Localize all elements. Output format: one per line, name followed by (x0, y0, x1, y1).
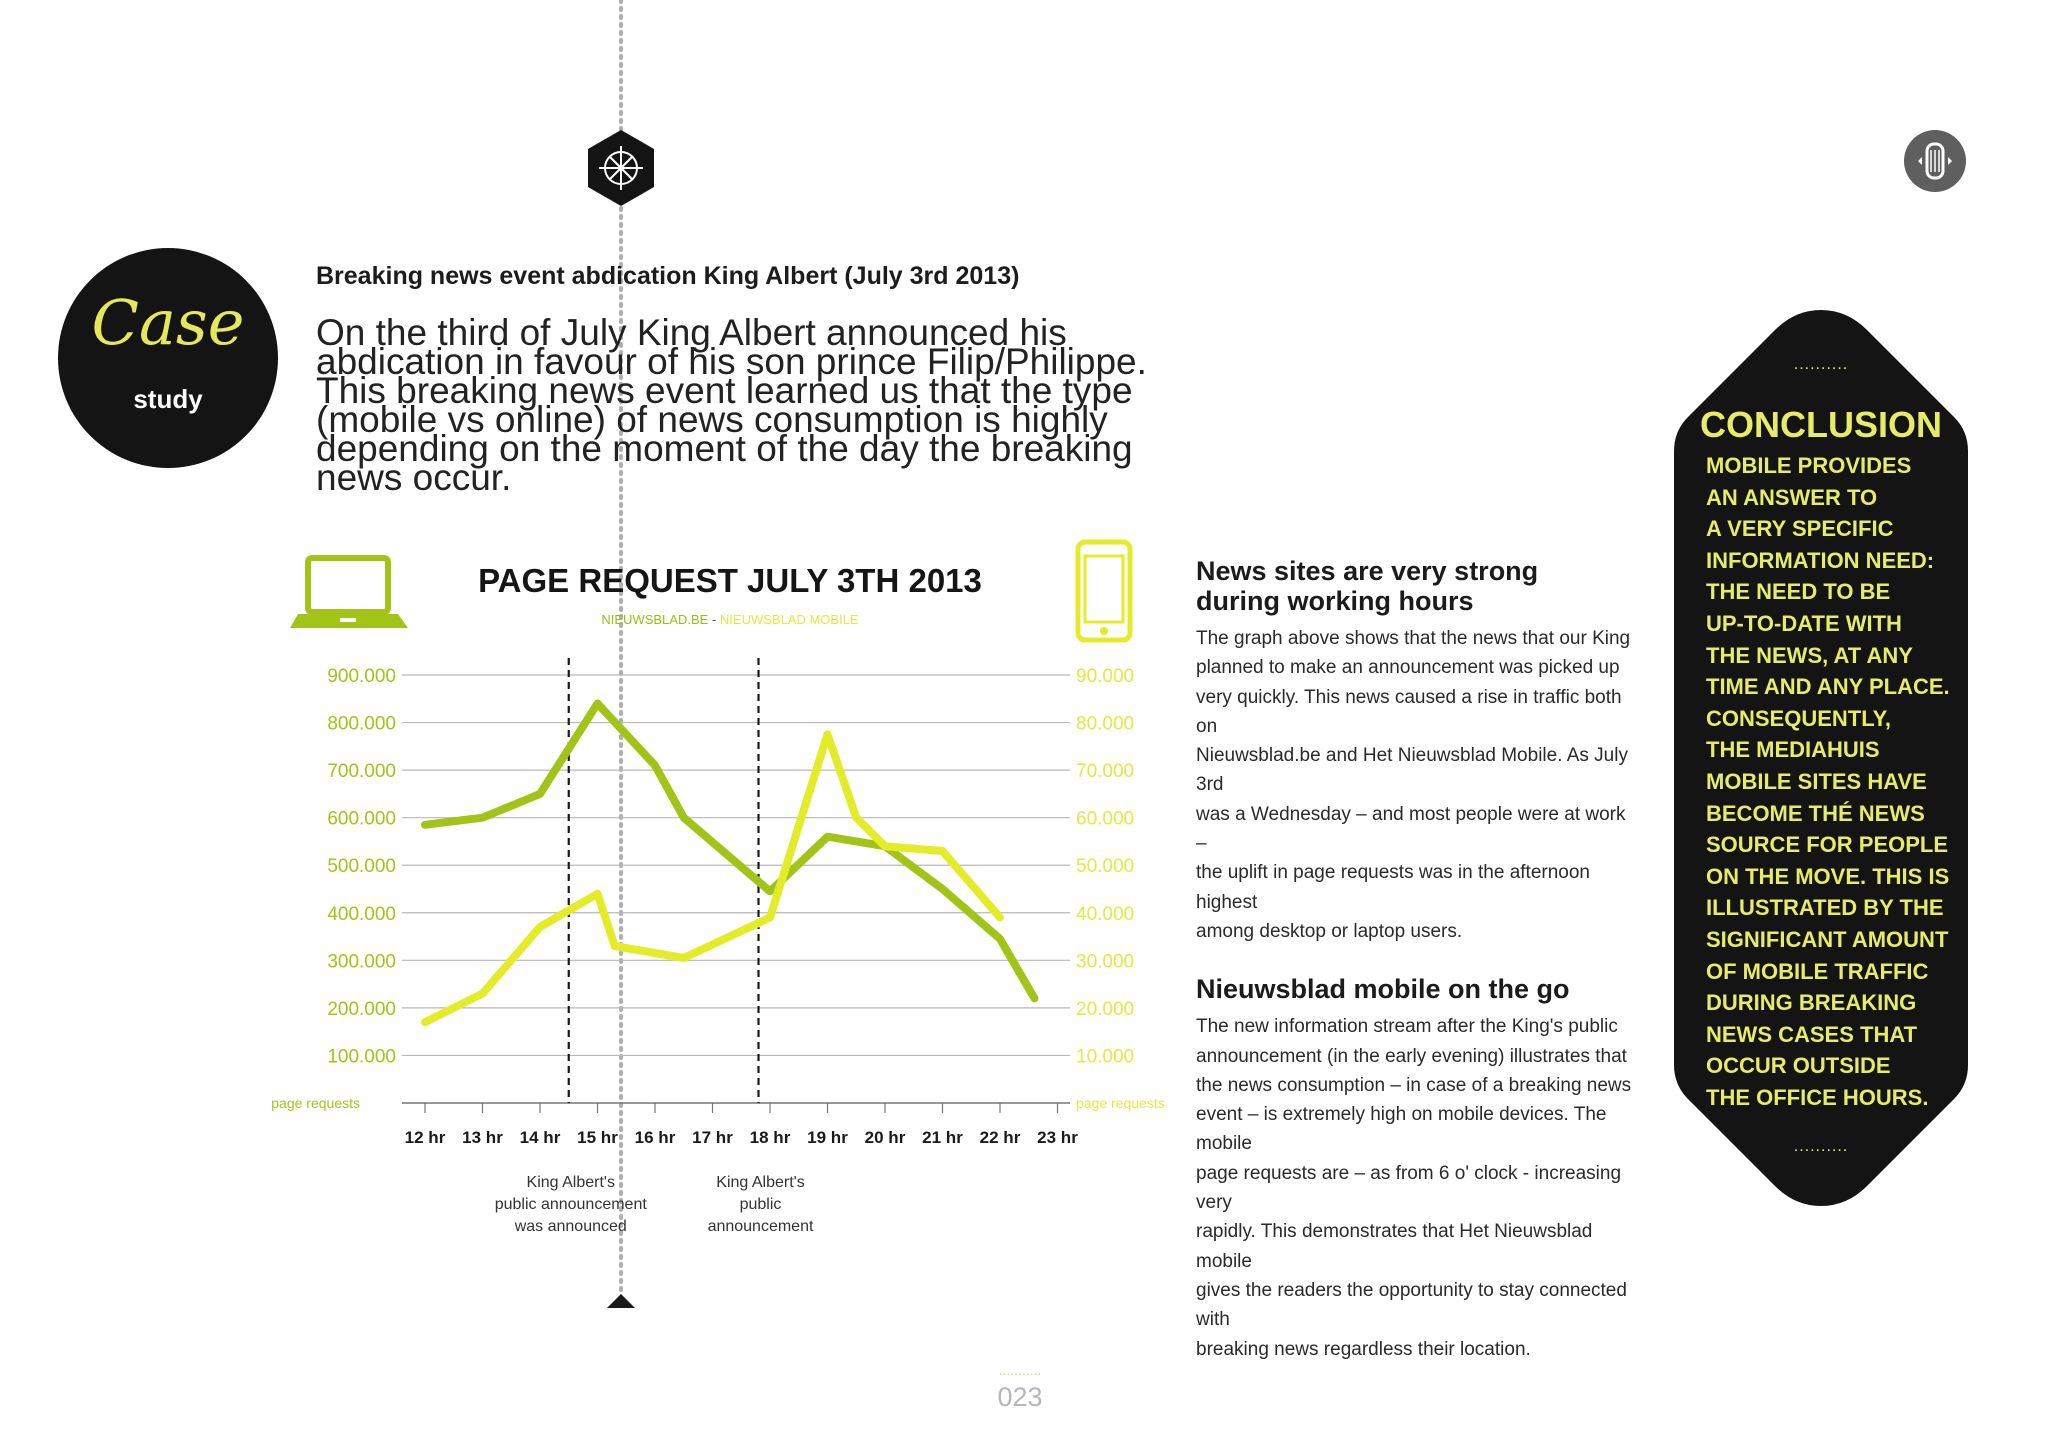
text-line: very quickly. This news caused a rise in traffic both on (1196, 686, 1622, 737)
conclusion-line: INFORMATION NEED: (1706, 547, 1935, 573)
text-line: The graph above shows that the news that our King (1196, 628, 1631, 649)
y-right-tick-label: 20.000 (1076, 998, 1135, 1020)
conclusion-line: THE MEDIAHUIS (1706, 737, 1880, 763)
legend-mobile: NIEUWSBLAD MOBILE (719, 612, 859, 627)
y-right-tick-label: 70.000 (1076, 761, 1135, 783)
x-tick-label: 20 hr (864, 1128, 906, 1147)
conclusion-line: UP-TO-DATE WITH (1706, 610, 1902, 636)
intro-paragraph: On the third of July King Albert announced his abdication in favour of his son prince Filip/Philippe. This breaking news event learned us that the type (mobile vs online) of news consumption is highly depending on the moment of the day the breaking news occur. (316, 312, 1147, 498)
legend-desktop: NIEUWSBLAD.BE (601, 612, 709, 627)
article-column (1196, 556, 1636, 1364)
x-tick-label: 16 hr (634, 1128, 676, 1147)
text-line: planned to make an announcement was picked up (1196, 657, 1620, 679)
y-left-tick-label: 400.000 (327, 903, 396, 925)
text-line: page requests are – as from 6 o' clock - increasing very (1196, 1162, 1622, 1214)
x-tick-label: 15 hr (577, 1128, 618, 1147)
y-right-tick-label: 90.000 (1076, 666, 1135, 687)
laptop-icon (290, 558, 408, 628)
y-right-tick-label: 80.000 (1076, 713, 1135, 735)
x-tick-label: 13 hr (462, 1128, 503, 1147)
y-right-tick-label: 50.000 (1076, 856, 1135, 878)
conclusion-line: OF MOBILE TRAFFIC (1706, 958, 1929, 984)
page-number-dots: ........... (998, 1362, 1042, 1378)
y-left-tick-label: 800.000 (327, 713, 396, 735)
chart-svg (271, 530, 1170, 1250)
x-tick-label: 14 hr (519, 1128, 561, 1147)
annotation-text: announcement (707, 1218, 814, 1235)
x-tick-label: 12 hr (404, 1128, 446, 1147)
text-line: announcement (in the early evening) illustrates that (1196, 1045, 1627, 1067)
y-right-tick-label: 60.000 (1076, 808, 1135, 830)
heading-line: Nieuwsblad mobile on the go (1196, 974, 1570, 1005)
conclusion-line: DURING BREAKING (1706, 990, 1917, 1016)
text-line: rapidly. This demonstrates that Het Nieuwsblad mobile (1196, 1221, 1593, 1272)
annotation-text: was announced (514, 1218, 627, 1235)
x-tick-label: 18 hr (749, 1128, 791, 1147)
conclusion-line: NEWS CASES THAT (1706, 1021, 1918, 1047)
heading-mobile-on-the-go (1196, 974, 1636, 1004)
smartphone-icon (1078, 542, 1130, 640)
y-left-tick-label: 700.000 (327, 761, 396, 783)
annotation-text: public (739, 1196, 782, 1213)
y-right-axis-label: page requests (1076, 1095, 1165, 1111)
speaker-icon (1904, 130, 1966, 192)
x-tick-label: 22 hr (979, 1128, 1021, 1147)
text-line: among desktop or laptop users. (1196, 920, 1463, 942)
x-tick-label: 19 hr (807, 1128, 848, 1147)
y-left-tick-label: 200.000 (327, 998, 396, 1020)
annotation-text: public announcement (494, 1196, 647, 1213)
y-left-tick-label: 500.000 (327, 856, 396, 878)
text-line: was a Wednesday – and most people were at work – (1196, 803, 1626, 855)
conclusion-line: AN ANSWER TO (1706, 484, 1878, 510)
conclusion-title: CONCLUSION (1700, 404, 1942, 445)
y-right-tick-label: 10.000 (1076, 1046, 1135, 1068)
compass-icon (586, 128, 656, 208)
conclusion-line: BECOME THÉ NEWS (1706, 800, 1925, 826)
conclusion-line: THE NEWS, AT ANY (1706, 642, 1913, 668)
text-line: The new information stream after the King's public (1196, 1016, 1618, 1038)
conclusion-line: SOURCE FOR PEOPLE (1706, 832, 1949, 858)
conclusion-line: ON THE MOVE. THIS IS (1706, 863, 1950, 889)
text-line: event – is extremely high on mobile devices. The mobile (1196, 1104, 1607, 1155)
y-left-tick-label: 900.000 (327, 666, 396, 687)
x-tick-label: 21 hr (922, 1128, 963, 1147)
conclusion-line: MOBILE PROVIDES (1706, 453, 1912, 478)
y-right-tick-label: 30.000 (1076, 951, 1135, 973)
page-number: 023 (997, 1382, 1043, 1412)
annotation-text: King Albert's (526, 1174, 615, 1191)
conclusion-bottom-dots: .......... (1793, 1138, 1849, 1155)
conclusion-line: A VERY SPECIFIC (1706, 516, 1894, 542)
y-left-tick-label: 600.000 (327, 808, 396, 830)
case-study-badge (58, 248, 278, 468)
legend-separator: - (711, 612, 717, 627)
y-right-tick-label: 40.000 (1076, 903, 1135, 925)
timeline-arrow-icon (607, 1294, 635, 1308)
y-left-tick-label: 300.000 (327, 951, 396, 973)
series-line-nieuwsblad-mobile (425, 734, 1000, 1022)
heading-line: News sites are very strong (1196, 556, 1539, 586)
heading-line: during working hours (1196, 586, 1474, 616)
conclusion-line: TIME AND ANY PLACE. (1706, 674, 1950, 700)
text-line: the uplift in page requests was in the afternoon highest (1196, 862, 1590, 913)
x-tick-label: 23 hr (1037, 1128, 1078, 1147)
conclusion-line: MOBILE SITES HAVE (1706, 768, 1927, 794)
conclusion-line: ILLUSTRATED BY THE (1706, 895, 1944, 921)
conclusion-top-dots: .......... (1793, 356, 1849, 373)
conclusion-line: THE OFFICE HOURS. (1706, 1084, 1929, 1110)
conclusion-line: CONSEQUENTLY, (1706, 705, 1892, 731)
text-line: breaking news regardless their location. (1196, 1338, 1531, 1360)
paragraph-mobile-on-the-go (1196, 1012, 1636, 1364)
text-line: the news consumption – in case of a breaking news (1196, 1074, 1632, 1096)
heading-working-hours (1196, 556, 1636, 616)
event-title: Breaking news event abdication King Albert (July 3rd 2013) (316, 262, 1020, 290)
page-request-chart (271, 530, 1170, 1250)
text-line: Nieuwsblad.be and Het Nieuwsblad Mobile. As July 3rd (1196, 745, 1628, 796)
conclusion-line: THE NEED TO BE (1706, 579, 1891, 605)
conclusion-line: SIGNIFICANT AMOUNT (1706, 926, 1949, 952)
y-left-axis-label: page requests (271, 1095, 360, 1111)
conclusion-line: OCCUR OUTSIDE (1706, 1053, 1891, 1079)
study-word: study (133, 384, 203, 414)
chart-title: PAGE REQUEST JULY 3TH 2013 (478, 562, 982, 599)
case-word: Case (91, 286, 245, 359)
text-line: gives the readers the opportunity to stay connected with (1196, 1279, 1627, 1331)
conclusion-text (1706, 450, 1966, 1113)
conclusion-panel (1672, 308, 1970, 1208)
annotation-text: King Albert's (716, 1174, 805, 1191)
paragraph-working-hours (1196, 624, 1636, 946)
y-left-tick-label: 100.000 (327, 1046, 396, 1068)
x-tick-label: 17 hr (692, 1128, 733, 1147)
